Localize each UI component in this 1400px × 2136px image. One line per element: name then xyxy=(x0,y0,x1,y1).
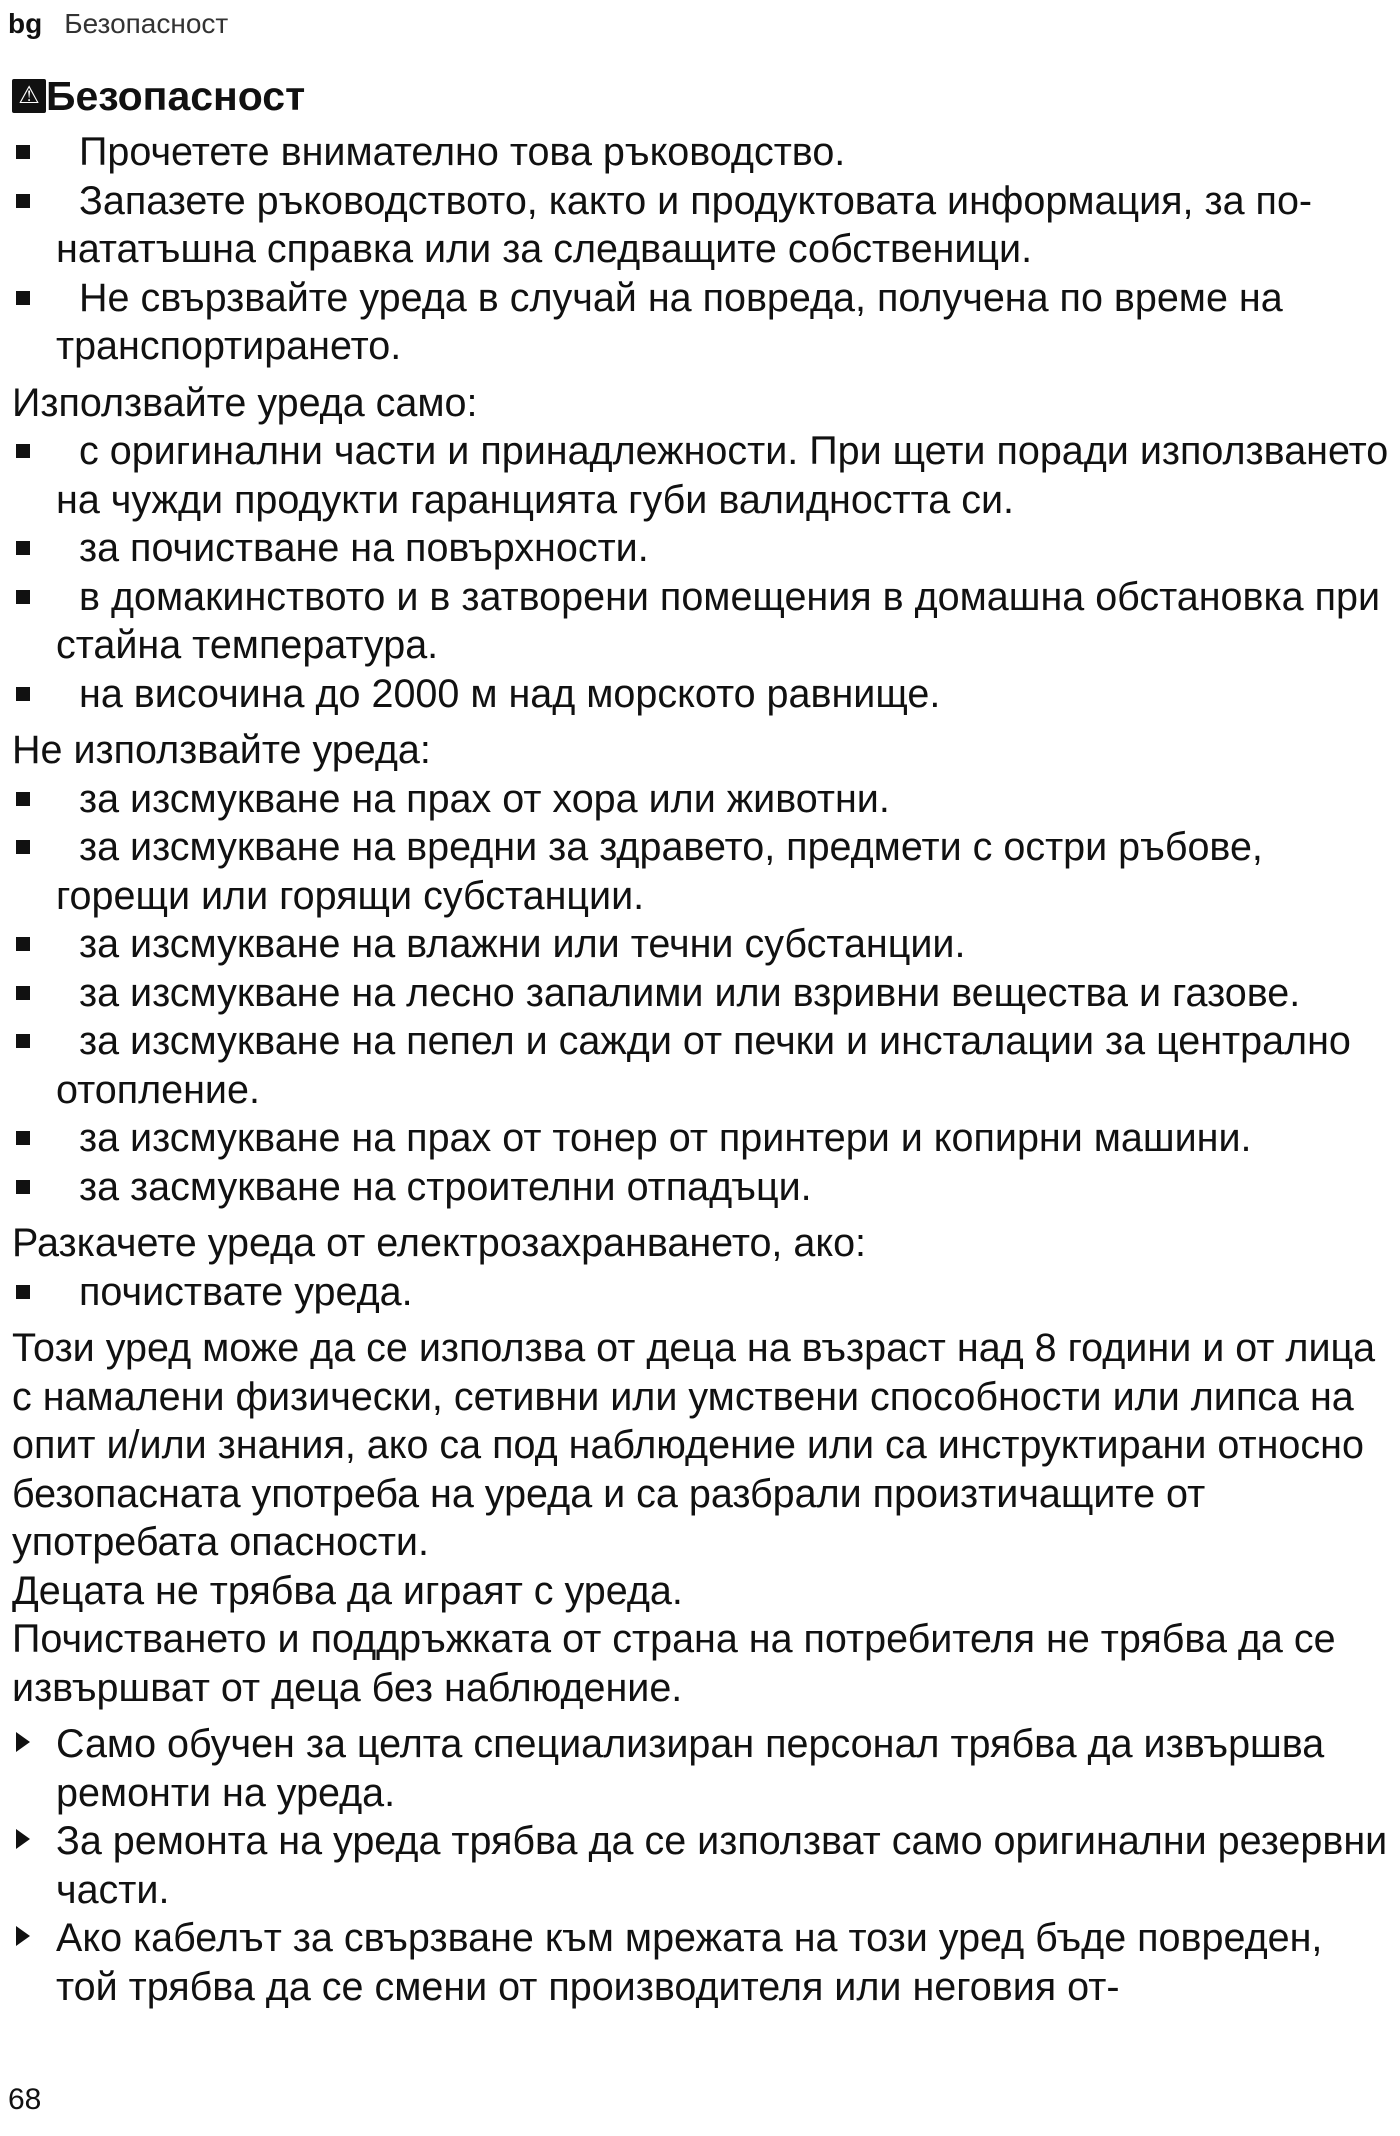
list-item: за изсмукване на вредни за здравето, предмети с остри ръбове, горещи или горящи субстанции. xyxy=(12,823,1390,920)
list-item: с оригинални части и принадлежности. При щети поради използването на чужди продукти гаранцията губи валидността си. xyxy=(12,427,1390,524)
square-bullet-icon xyxy=(16,1034,30,1048)
square-bullet-icon xyxy=(16,291,30,305)
square-bullet-icon xyxy=(16,145,30,159)
triangle-arrow-icon xyxy=(16,1732,30,1752)
use-heading: Използвайте уреда само: xyxy=(12,380,478,425)
action-item: Само обучен за целта специализиран персонал трябва да извършва ремонти на уреда. xyxy=(12,1720,1390,1817)
language-code: bg xyxy=(8,8,43,39)
action-list xyxy=(12,1720,1390,2011)
list-item: на височина до 2000 м над морското равнище. xyxy=(12,670,1390,719)
children-paragraph: Този уред може да се използва от деца на възраст над 8 години и от лица с намалени физически, сетивни или умствени способности или липса на опит и/или знания, ако са под наблюдение или са инструктирани относно безопасната употреба на уреда и са разбрали произтичащите от употребата опасности. xyxy=(12,1326,1376,1564)
square-bullet-icon xyxy=(16,986,30,1000)
intro-list xyxy=(12,128,1390,371)
square-bullet-icon xyxy=(16,840,30,854)
warning-icon: ⚠ xyxy=(12,79,46,113)
square-bullet-icon xyxy=(16,590,30,604)
header-section-title: Безопасност xyxy=(64,8,229,39)
unplug-heading: Разкачете уреда от електрозахранването, ако: xyxy=(12,1221,867,1265)
page-number: 68 xyxy=(8,2083,42,2116)
square-bullet-icon xyxy=(16,792,30,806)
list-item: в домакинството и в затворени помещения в домашна обстановка при стайна температура. xyxy=(12,573,1390,670)
cleaning-paragraph: Почистването и поддръжката от страна на потребителя не трябва да се извършват от деца без наблюдение. xyxy=(12,1617,1336,1710)
triangle-arrow-icon xyxy=(16,1926,30,1946)
action-item: За ремонта на уреда трябва да се използват само оригинални резервни части. xyxy=(12,1817,1390,1914)
list-item: Запазете ръководството, както и продуктовата информация, за по-нататъшна справка или за следващите собственици. xyxy=(12,177,1390,274)
children-play-paragraph: Децата не трябва да играят с уреда. xyxy=(12,1568,683,1613)
use-list xyxy=(12,427,1390,718)
list-item: за изсмукване на влажни или течни субстанции. xyxy=(12,920,1390,969)
square-bullet-icon xyxy=(16,1285,30,1299)
square-bullet-icon xyxy=(16,444,30,458)
square-bullet-icon xyxy=(16,687,30,701)
list-item: за изсмукване на прах от тонер от принтери и копирни машини. xyxy=(12,1114,1390,1163)
list-item: за почистване на повърхности. xyxy=(12,524,1390,573)
page-header xyxy=(8,6,228,42)
square-bullet-icon xyxy=(16,1180,30,1194)
square-bullet-icon xyxy=(16,1131,30,1145)
list-item: Не свързвайте уреда в случай на повреда, получена по време на транспортирането. xyxy=(12,274,1390,371)
list-item: за изсмукване на пепел и сажди от печки и инсталации за централно отопление. xyxy=(12,1017,1390,1114)
unplug-list xyxy=(12,1268,1390,1317)
list-item: за засмукване на строителни отпадъци. xyxy=(12,1163,1390,1212)
square-bullet-icon xyxy=(16,541,30,555)
triangle-arrow-icon xyxy=(16,1829,30,1849)
list-item: Прочетете внимателно това ръководство. xyxy=(12,128,1390,177)
content xyxy=(12,66,1390,2011)
action-item: Ако кабелът за свързване към мрежата на този уред бъде повреден, той трябва да се смени от производителя или неговия от- xyxy=(12,1914,1390,2011)
list-item: почиствате уреда. xyxy=(12,1268,1390,1317)
square-bullet-icon xyxy=(16,194,30,208)
list-item: за изсмукване на прах от хора или животни. xyxy=(12,775,1390,824)
square-bullet-icon xyxy=(16,937,30,951)
page-title xyxy=(12,66,1390,126)
nouse-list xyxy=(12,775,1390,1212)
list-item: за изсмукване на лесно запалими или взривни вещества и газове. xyxy=(12,969,1390,1018)
nouse-heading: Не използвайте уреда: xyxy=(12,728,431,772)
page-title-text: Безопасност xyxy=(46,73,306,119)
